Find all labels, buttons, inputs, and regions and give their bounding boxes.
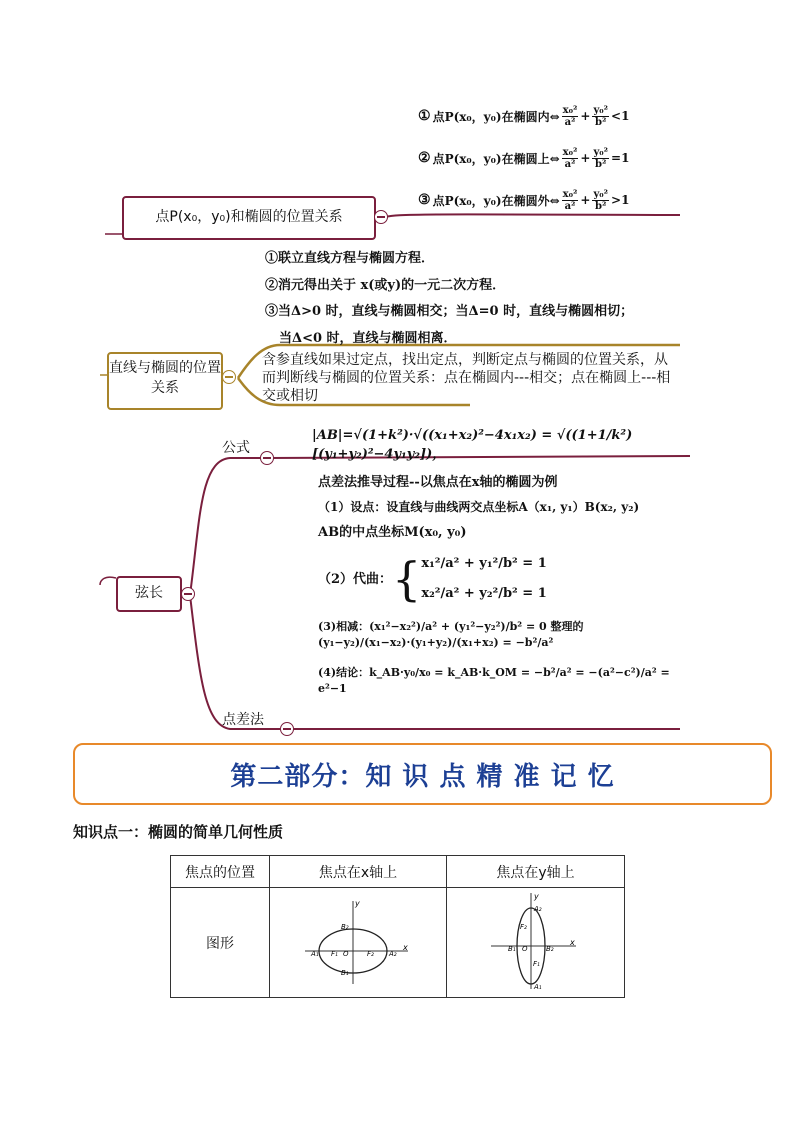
point-ellipse-label: 点P(x₀，y₀)和椭圆的位置关系 xyxy=(155,209,343,225)
step-2: ②消元得出关于 x(或y)的一元二次方程． xyxy=(265,277,506,293)
derivation-step2: （2）代曲： { x₁²/a² + y₁²/b² = 1 x₂²/a² + y₂²/b² = 1 xyxy=(318,549,698,609)
derivation-title: 点差法推导过程--以焦点在x轴的椭圆为例 xyxy=(318,475,558,490)
ellipse-point-conditions xyxy=(418,95,718,221)
point-ellipse-box[interactable] xyxy=(122,196,376,240)
condition-number: ② xyxy=(418,150,431,166)
note-text: 含参直线如果过定点，找出定点，判断定点与椭圆的位置关系，从而判断线与椭圆的位置关系：点在椭圆内---相交；点在椭圆上---相交或相切 xyxy=(262,352,671,404)
derivation-step4: (4)结论：k_AB·y₀/x₀ = k_AB·k_OM = −b²/a² = −(a²−c²)/a² = e²−1 xyxy=(318,666,670,695)
svg-text:A₁: A₁ xyxy=(533,982,542,991)
header-cell: 焦点在x轴上 xyxy=(270,856,447,888)
line-ellipse-note xyxy=(262,351,672,405)
knowledge-title: 知识点一：椭圆的简单几何性质 xyxy=(73,823,284,841)
collapse-icon[interactable] xyxy=(280,722,294,736)
header-cell: 焦点的位置 xyxy=(171,856,270,888)
step-1: ①联立直线方程与椭圆方程． xyxy=(265,251,435,266)
chord-box[interactable] xyxy=(116,576,182,612)
condition-relation: =1 xyxy=(611,151,630,165)
svg-text:B₁: B₁ xyxy=(341,968,349,977)
line-ellipse-label: 直线与椭圆的位置关系 xyxy=(109,360,221,396)
condition-text: 点P(x₀，y₀)在椭圆外⇔ xyxy=(432,193,560,208)
section-banner xyxy=(73,743,772,805)
svg-text:B₁: B₁ xyxy=(507,944,516,953)
equation-1: x₁²/a² + y₁²/b² = 1 xyxy=(421,556,547,571)
fraction: $\frac{\text{x₀²}}{\text{a²}}$ xyxy=(562,104,578,128)
condition-text: 点P(x₀，y₀)在椭圆上⇔ xyxy=(432,151,560,166)
svg-text:B₂: B₂ xyxy=(545,944,554,953)
condition-text: 点P(x₀，y₀)在椭圆内⇔ xyxy=(432,109,560,124)
line-ellipse-box[interactable] xyxy=(107,352,223,410)
properties-table xyxy=(170,855,625,998)
svg-text:O: O xyxy=(521,944,528,953)
collapse-icon[interactable] xyxy=(260,451,274,465)
svg-text:A₁: A₁ xyxy=(311,949,319,958)
ellipse-x-axis-graph xyxy=(303,896,413,986)
fraction: $\frac{\text{x₀²}}{\text{a²}}$ xyxy=(562,146,578,170)
svg-text:F₂: F₂ xyxy=(519,922,527,931)
step-4: 当Δ<0 时，直线与椭圆相离． xyxy=(279,330,457,346)
derivation-step3: (3)相减：(x₁²−x₂²)/a² + (y₁²−y₂²)/b² = 0 整理的 (y₁−y₂)/(x₁−x₂)·(y₁+y₂)/(x₁+x₂) = −b²/a² xyxy=(318,620,584,649)
svg-text:O: O xyxy=(343,949,349,958)
svg-text:A₂: A₂ xyxy=(389,949,397,958)
step-3: ③当Δ>0 时，直线与椭圆相交；当Δ=0 时，直线与椭圆相切； xyxy=(265,304,634,319)
ellipse-x-figure xyxy=(270,888,447,998)
svg-text:F₂: F₂ xyxy=(367,949,374,958)
condition-relation: >1 xyxy=(611,193,630,207)
fraction: $\frac{\text{x₀²}}{\text{a²}}$ xyxy=(562,188,578,212)
svg-text:x: x xyxy=(403,942,408,952)
row-label: 图形 xyxy=(171,888,270,998)
formula-label: 公式 xyxy=(222,440,250,456)
svg-text:B₂: B₂ xyxy=(341,922,349,931)
fraction: $\frac{\text{y₀²}}{\text{b²}}$ xyxy=(593,146,609,170)
condition-row: ① 点P(x₀，y₀)在椭圆内⇔ $\frac{\text{x₀²}}{\text{a²}}$ + $\frac{\text{y₀²}}{\text{b²}}$ <1 xyxy=(418,104,630,128)
condition-number: ③ xyxy=(418,192,431,208)
condition-relation: <1 xyxy=(611,109,630,123)
condition-number: ① xyxy=(418,108,431,124)
chord-label: 弦长 xyxy=(135,585,163,601)
collapse-icon[interactable] xyxy=(374,210,388,224)
header-cell: 焦点在y轴上 xyxy=(447,856,625,888)
svg-text:y: y xyxy=(355,898,360,908)
derivation-step1b: AB的中点坐标M(x₀, y₀) xyxy=(318,525,467,540)
equation-2: x₂²/a² + y₂²/b² = 1 xyxy=(421,586,547,601)
collapse-icon[interactable] xyxy=(181,587,195,601)
step2-label: （2）代曲： xyxy=(318,571,393,587)
collapse-icon[interactable] xyxy=(222,370,236,384)
midpoint-derivation xyxy=(318,470,698,697)
ellipse-y-figure xyxy=(447,888,625,998)
fraction: $\frac{\text{y₀²}}{\text{b²}}$ xyxy=(593,188,609,212)
svg-text:A₂: A₂ xyxy=(533,904,542,913)
chord-formula: |AB|=√(1+k²)·√((x₁+x₂)²−4x₁x₂) = √((1+1/k²)[(y₁+y₂)²−4y₁y₂])， xyxy=(312,428,633,462)
table-row xyxy=(171,888,625,998)
condition-row: ② 点P(x₀，y₀)在椭圆上⇔ $\frac{\text{x₀²}}{\text{a²}}$ + $\frac{\text{y₀²}}{\text{b²}}$ =1 xyxy=(418,146,630,170)
condition-row: ③ 点P(x₀，y₀)在椭圆外⇔ $\frac{\text{x₀²}}{\text{a²}}$ + $\frac{\text{y₀²}}{\text{b²}}$ >1 xyxy=(418,188,630,212)
svg-text:F₁: F₁ xyxy=(532,959,540,968)
midpoint-method-label: 点差法 xyxy=(222,712,264,728)
ellipse-y-axis-graph xyxy=(486,891,586,991)
table-header-row xyxy=(171,856,625,888)
solution-steps xyxy=(265,246,685,352)
svg-text:x: x xyxy=(569,937,575,947)
svg-text:F₁: F₁ xyxy=(331,949,338,958)
svg-text:y: y xyxy=(533,891,539,901)
derivation-step1: （1）设点：设直线与曲线两交点坐标A（x₁, y₁）B(x₂, y₂) xyxy=(318,500,640,514)
fraction: $\frac{\text{y₀²}}{\text{b²}}$ xyxy=(593,104,609,128)
section-title: 第二部分：知 识 点 精 准 记 忆 xyxy=(230,761,615,792)
